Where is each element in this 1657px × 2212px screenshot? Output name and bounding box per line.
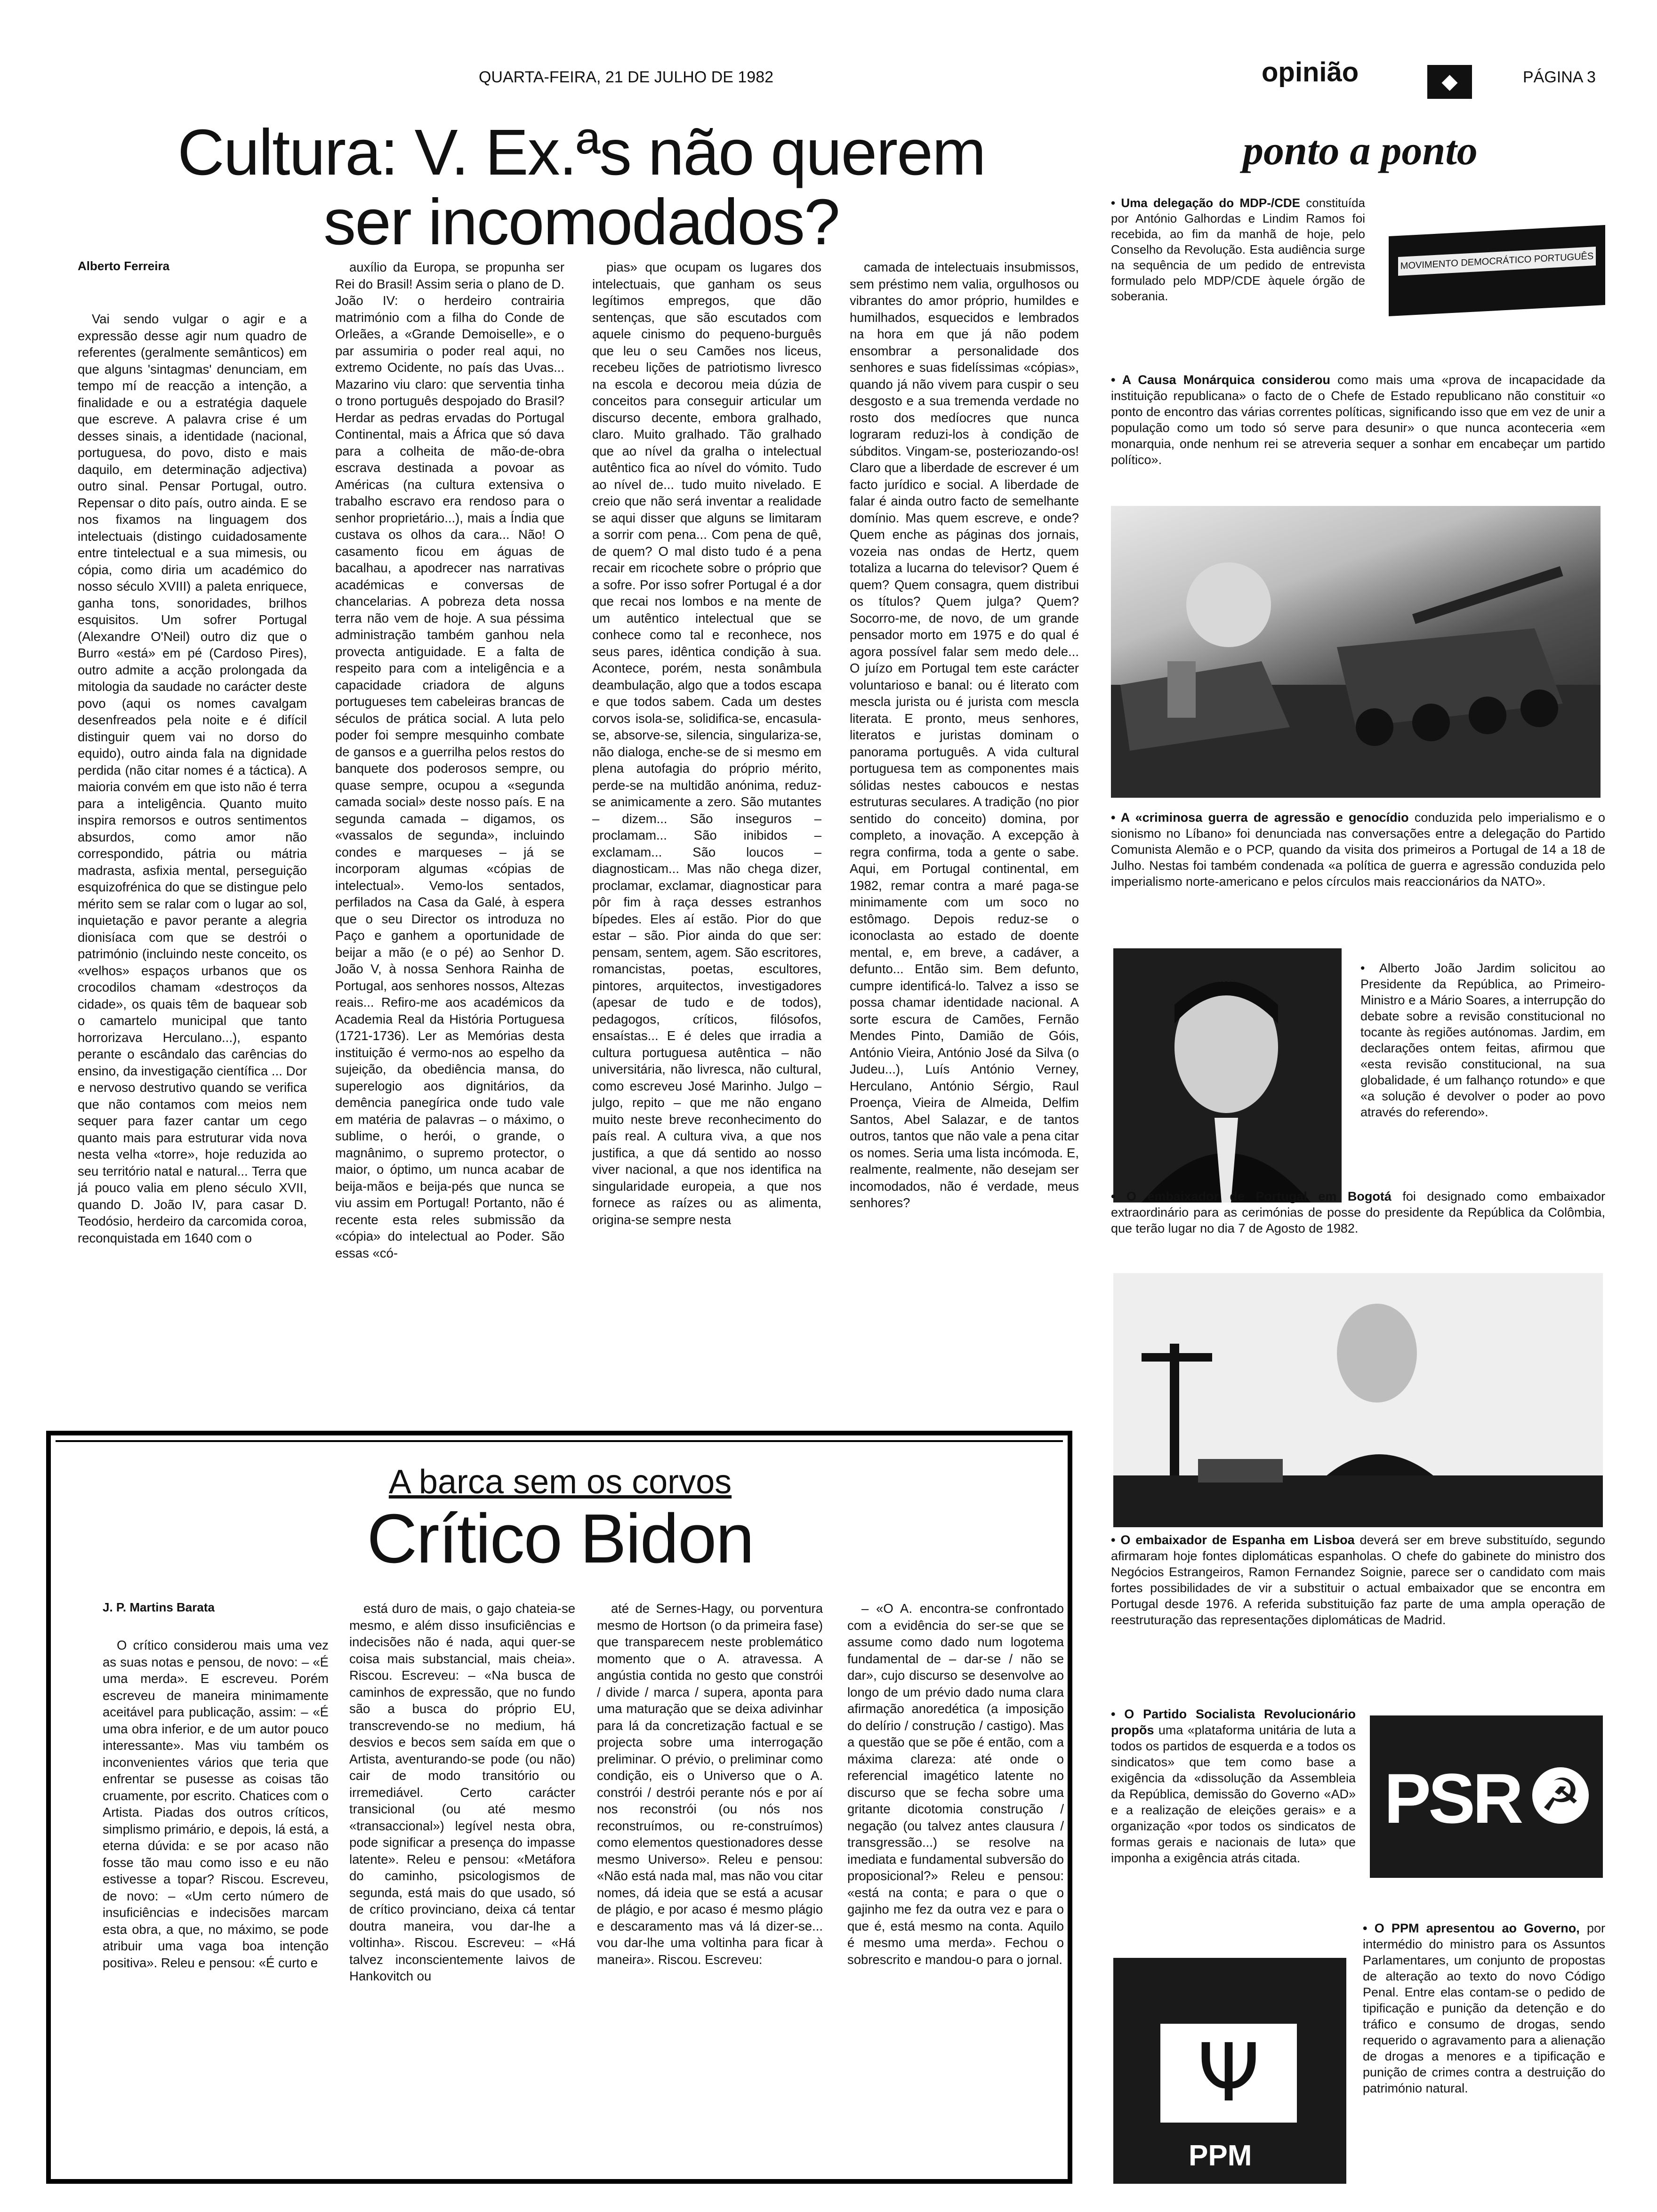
boxed-col-4 (847, 1600, 1064, 2169)
article-col-2-text: auxílio da Europa, se propunha ser Rei do Brasil! Assim seria o plano de D. João IV: o herdeiro contrairia matrimónio com a filha do Conde de Orleães, a «Grande Demoiselle», e o par assumiria o poder real aqui, no extremo Ocidente, no país das Uvas... Mazarino viu claro: que serventia tinha o trono português despojado do Brasil? Herdar as pedras ervadas do Portugal Continental, mais a África que só dava para a colheita de mão-de-obra escrava destinada a povoar as Américas (na cultura extensiva o trabalho escravo era rendoso para o senhor proprietário...), mais a Índia que custava os olhos da cara... Não! O casamento ficou em águas de bacalhau, a apodrecer nas narrativas académicas e conversas de chancelarias. A pobreza deta nossa terra não vem de hoje. A sua péssima administração também ganhou nela provecta antiguidade. E a falta de respeito para com a inteligência e a capacidade criadora de alguns portugueses tem cabeleiras brancas de séculos de prática social. A luta pelo poder foi sempre mesquinho combate de gansos e a guerrilha pelos restos do banquete dos poderosos sempre, ou quase sempre, ocupou a «segunda camada social» deste nosso país. E na segunda camada – digamos, os «vassalos de segunda», incluindo condes e marqueses – já se incorporam algumas «cópias de intelectual». Vemo-los sentados, perfilados na Casa da Galé, à espera que o seu Director os introduza no Paço e ganhem a oportunidade de beijar a mão (e o pé) ao Senhor D. João V, à nossa Senhora Rainha de Portugal, aos senhores nossos, Altezas reais... Refiro-me aos académicos da Academia Real da História Portuguesa (1721-1736). Ler as Memórias desta instituição é vermo-nos ao espelho da sujeição, da obediência mansa, do superelogio aos dignitários, da demência panegírica onde tudo vale em matéria de palavras – o máximo, o sublime, o herói, o grande, o magnânimo, o supremo protector, o maior, o óptimo, um nunca acabar de beija-mãos e beija-pés que nunca se viu assim em Portugal! Portanto, não é recente esta reles submissão da «cópia» do intelectual ao Poder. São essas «có- (335, 260, 564, 1260)
ppm-logo-text: PPM (1189, 2140, 1252, 2172)
news-item-bogota (1111, 1188, 1605, 1254)
news-item-text: deverá ser em breve substituído, segundo afirmaram hoje fontes diplomáticas espanholas. O chefe do gabinete do ministro dos Negócios Estrangeiros, Ramon Fernandez Soignie, parece ser o candidato com mais fortes possibilidades de vir a substituir o actual embaixador que se encontra em Portugal desde 1976. A referida substituição faz parte de uma ampla operação de reestruturação das representações diplomáticas de Madrid. (1111, 1533, 1605, 1627)
mdp-banner-photo (1389, 225, 1605, 316)
news-item-lead: • O embaixador de Espanha em Lisboa (1111, 1533, 1355, 1547)
boxed-col-2-text: está duro de mais, o gajo chateia-se mesmo, e além disso insuficiências e indecisões não é nada, aqui quer-se coisa mais substancial, mais cheia». Riscou. Escreveu: – «Na busca de caminhos de expressão, que no fundo são a busca do próprio EU, transcrevendo-se no medium, há desvios e becos sem saída em que o Artista, aventurando-se pode (ou não) cair de modo transitório ou irremediável. Certo carácter transicional (ou até mesmo «transaccional») legível nesta obra, pode significar a presença do impasse latente». Releu e pensou: «Metáfora do caminho, psicologismos de segunda, está mais do que usado, só de crítico provinciano, deixa cá tentar doutra maneira, vou dar-lhe a voltinha». Riscou. Escreveu: – «Há talvez inconscientemente laivos de Hankovitch ou (349, 1601, 575, 1983)
article-col-2 (335, 259, 564, 1398)
news-item-lead: • O embaixador de Portugal em Bogotá (1111, 1189, 1392, 1203)
boxed-kicker: A barca sem os corvos (388, 1463, 732, 1501)
news-item-guerra-libano (1111, 809, 1605, 922)
news-item-mdp-cde (1111, 195, 1365, 384)
page-date: QUARTA-FEIRA, 21 DE JULHO DE 1982 (478, 68, 774, 86)
news-item-lead: • O Partido Socialista Revolucionário propõs (1111, 1707, 1356, 1737)
column-title: ponto a ponto (1243, 128, 1478, 174)
boxed-col-2 (349, 1600, 575, 2169)
article-author: Alberto Ferreira (78, 259, 170, 273)
news-item-ppm (1363, 1920, 1605, 2184)
boxed-title: Crítico Bidon (367, 1500, 754, 1578)
article-col-3 (592, 259, 821, 1398)
article-col-3-text: pias» que ocupam os lugares dos intelectuais, que ganham os seus legítimos empregos, que dão sentenças, que são escutados com aquele cinismo do pequeno-burguês que leu o seu Camões nos liceus, recebeu lições de patriotismo livresco na escola e decorou meia dúzia de conceitos para conseguir articular um discurso decente, embora gralhado, claro. Muito gralhado. Tão gralhado que ao nível da gralha o intelectual autêntico fica ao nível do vómito. Tudo ao nível de... tudo muito nivelado. E creio que não será inventar a realidade se aqui disser que alguns se limitaram a sorrir com pena... Com pena de quê, de quem? O mal disto tudo é a pena recair em ricochete sobre o próprio que a sofre. Por isso sofrer Portugal é a dor que recai nos lombos e na mente de um autêntico intelectual que se conhece como tal e reconhece, nos seus pares, idêntica condição à sua. Acontece, porém, nesta sonâmbula deambulação, algo que a todos escapa e que todos sabem. Cada um destes corvos isola-se, solidifica-se, encasula-se, absorve-se, silencia, singulariza-se, não dialoga, enche-se de si mesmo em plena autofagia do próprio mérito, perde-se na multidão anónima, reduz-se animicamente a zero. São mutantes – dizem... São inseguros – proclamam... São inibidos – exclamam... São loucos – diagnosticam... Mas não chega dizer, proclamar, exclamar, diagnosticar para pôr fim à raça desses estranhos bípedes. Eles aí estão. Pior do que estar – são. Pior ainda do que ser: pensam, sentem, agem. São escritores, romancistas, poetas, escultores, pintores, arquitectos, investigadores (apesar de tudo e de todos), pedagogos, críticos, filósofos, ensaístas... E é deles que irradia a cultura portuguesa autêntica – não universitária, não livresca, não cultural, como escreveu José Marinho. Julgo – julgo, repito – que me não engano muito neste breve reconhecimento do país real. A cultura viva, a que nos justifica, a que dá sentido ao nosso viver nacional, a que nos identifica na singularidade europeia, a que nos fornece as raízes ou as alimenta, origina-se sempre nesta (592, 260, 821, 1227)
news-item-jardim (1360, 960, 1605, 1181)
news-item-text: uma «plataforma unitária de luta a todos os partidos de esquerda e a todos os sindicatos» que tem como base a exigência da «dissolução da Assembleia da República, demissão do Governo «AD» e a realização de eleições gerais» e a organização «por todos os sindicatos de formas gerais e nacionais de luta» que imponha a exigência atrás citada. (1111, 1723, 1356, 1865)
article-title-line1: Cultura: V. Ex.ªs não querem (177, 116, 985, 189)
mdp-banner-text: MOVIMENTO DEMOCRÁTICO PORTUGUÊS (1398, 247, 1596, 276)
article-col-4 (850, 259, 1079, 1398)
boxed-col-3-text: até de Sernes-Hagy, ou porventura mesmo de Hortson (o da primeira fase) que transparecem neste problemático momento que o A. atravessa. A angústia contida no gesto que constrói / divide / marca / supera, aponta para uma maturação que se deixa adivinhar para lá da concretização factual e se projecta sobre uma interrogação preliminar. O prévio, o preliminar como condição, eis o Universo que o A. constrói / destrói perante nós e por aí nos reconstrói (ou nós nos reconstruímos, ou re-construímos) como elementos questionadores desse mesmo Universo». Releu e pensou: «Não está nada mal, mas não vou citar nomes, dá ideia que se está a acusar de plágio, e por acaso é mesmo plágio e descaramento mas vá lá dizer-se... vou dar-lhe uma voltinha para ficar à maneira». Riscou. Escreveu: (597, 1601, 823, 1967)
news-item-text: solicitou ao Presidente da República, ao Primeiro-Ministro e a Mário Soares, a interrupção do debate sobre a revisão constitucional no tocante às regiões autónomas. Jardim, em declarações ontem feitas, afirmou que «esta revisão constitucional, na sua globalidade, é um falhanço rotundo» e que «a solução é devolver o poder ao povo através do referendo». (1360, 961, 1605, 1119)
article-col-1 (78, 311, 307, 1398)
news-item-text: conduzida pelo imperialismo e o sionismo no Líbano» foi denunciada nas conversações entre a delegação do Partido Comunista Alemão e o PCP, quando da visita dos primeiros a Portugal de 14 a 18 de Julho. Nestas foi também condenada «a política de guerra e agressão conduzida pelo imperialismo norte-americano e pelos círculos mais reaccionários da NATO». (1111, 810, 1605, 889)
tanks-photo (1111, 506, 1601, 798)
article-col-1-text: Vai sendo vulgar o agir e a expressão desse agir num quadro de referentes (geralmente semânticos) em que alguns 'sintagmas' denunciam, em tempo mí de reacção a intenção, a finalidade e ou a estratégia daquele que escreve. A palavra crise é um desses sinais, a identidade (nacional, portuguesa, do povo, disto e mais daquilo, em determinação adjectiva) outro sinal. Pensar Portugal, outro. Repensar o dito país, outro ainda. E se nos fixamos na linguagem dos intelectuais (distingo cuidadosamente entre tintelectual e a sua mimesis, ou cópia, como diria um académico do nosso século XVIII) a paleta enriquece, ganha tons, sonoridades, brilhos esquisitos. Um sofrer Portugal (Alexandre O'Neil) outro diz que o Burro «está» em pé (Cardoso Pires), outro admite a acção prolongada da mitologia da saudade no carácter deste povo (aqui os nomes cavalgam desenfreados pela noite e é difícil distinguir quem vai no dorso do equido), outro ainda fala na dignidade perdida (não citar nomes é a táctica). A maioria convém em que isto não é terra para a inteligência. Quanto muito inspira remorsos e outros sentimentos absurdos, como amor não correspondido, pátria ou mátria madrasta, asfixia mental, perseguição esquizofrénica do que se distingue pelo mérito sem se ralar com o lugar ao sol, inquietação e pavor perante a alegria dionisíaca com que se destrói o património (incluindo neste conceito, os «velhos» espaços urbanos que os crocodilos chamam «destroços da cidade», os quais têm de baquear sob o camartelo municipal que tanto horrorizava Herculano...), espanto perante o escândalo das carências do ensino, da investigação científica ... Dor e nervoso destrutivo quando se verifica que não contamos com meios nem sequer para fazer cantar um cego quanto mais para estruturar vida nova nesta velha «torre», hoje reduzida ao seu território natal e natural... Terra que já pouco valia em pleno século XVII, quando D. João IV, para casar D. Teodósio, herdeiro da carcomida coroa, reconquistada em 1640 com o (78, 312, 307, 1245)
article-title (85, 118, 1078, 257)
boxed-article-inner-rule (56, 1440, 1063, 1442)
boxed-col-1 (103, 1637, 329, 2169)
boxed-author: J. P. Martins Barata (103, 1600, 215, 1614)
tanks-photo-image (1111, 506, 1601, 798)
news-item-lead: • A «criminosa guerra de agressão e genocídio (1111, 810, 1409, 825)
ambassador-photo (1113, 1273, 1603, 1527)
psr-logo (1370, 1715, 1603, 1878)
boxed-col-3 (597, 1600, 823, 2169)
ambassador-photo-image (1113, 1273, 1603, 1527)
portrait-jardim-image (1113, 948, 1342, 1202)
trident-icon: Ψ (1197, 2027, 1260, 2120)
news-item-text: como mais uma «prova de incapacidade da instituição republicana» o facto de o Chefe de Estado republicano não constituir «o ponto de encontro das várias correntes políticas, significando isso que em vez de unir a população como um todo só serve para desunir» o que nunca aconteceria «em monarquia, onde nenhum rei se atreveria sequer a sonhar em encabeçar um partido político». (1111, 373, 1605, 467)
news-item-espanha (1111, 1532, 1605, 1687)
portrait-jardim (1113, 948, 1342, 1202)
news-item-text: constituída por António Galhordas e Lindim Ramos foi recebida, ao fim da manhã de hoje, pelo Conselho da Revolução. Esta audiência surge na sequência de um pedido de entrevista formulado pelo MDP/CDE àquele órgão de soberania. (1111, 196, 1365, 303)
ppm-logo (1113, 1958, 1346, 2184)
news-item-psr (1111, 1706, 1356, 1932)
hammer-sickle-icon: ☭ (1532, 1767, 1589, 1824)
article-title-line2: ser incomodados? (323, 186, 839, 258)
newspaper-logo-icon: ◆ (1427, 65, 1472, 99)
news-item-lead: • Uma delegação do MDP-/CDE (1111, 196, 1300, 210)
article-col-4-text: camada de intelectuais insubmissos, sem préstimo nem valia, orgulhosos ou vibrantes do amor próprio, humildes e humilhados, esquecidos e lembrados na hora em que já não podem ensombrar a personalidade dos senhores e suas fidelíssimas «cópias», quando já não vivem para cuspir o seu desgosto e a sua tremenda verdade no rosto dos medíocres que nunca lograram reduzi-los à condição de súbditos. Vingam-se, posteriozando-os! Claro que a liberdade de escrever é um facto jurídico e social. A liberdade de falar é ainda outro facto de semelhante domínio. Mas quem escreve, e onde? Quem enche as páginas dos jornais, vozeia nas ondas de Hertz, quem totaliza a lucarna do televisor? Quem é quem? Quem consagra, quem distribui os títulos? Quem julga? Quem? Socorro-me, de novo, de um grande pensador morto em 1975 e do qual é agora possível falar sem medo dele... O juízo em Portugal tem este carácter voluntarioso e banal: ou é literato com mescla jurista ou é jurista com mescla literata. E pronto, meus senhores, literatos e juristas dominam o panorama português. A vida cultural portuguesa tem as componentes mais sólidas nestes caboucos e nestas estruturas seculares. A tradição (no pior sentido do conceito) domina, por completo, a inovação. A excepção à regra confirma, toda a gente o sabe. Aqui, em Portugal continental, em 1982, remar contra a maré paga-se minimamente com um soco no estômago. Depois reduz-se o iconoclasta ao estado de doente mental, e, em breve, a cadáver, a defunto... Então sim. Bem defunto, cumpre identificá-lo. Talvez a isso se possa chamar identidade nacional. A sorte escura de Camões, Fernão Mendes Pinto, Damião de Góis, António Vieira, António José da Silva (o Judeu...), Luís António Verney, Herculano, António Sérgio, Raul Proença, Vieira de Almeida, Delfim Santos, Abel Salazar, e de tantos outros, tantos que não vale a pena citar os nomes. Seria uma lista incómoda. E, realmente, realmente, não desejam ser incomodados, não é verdade, meus senhores? (850, 260, 1079, 1210)
news-item-lead: • O PPM apresentou ao Governo, (1363, 1921, 1580, 1935)
page-number: PÁGINA 3 (1523, 68, 1596, 86)
news-item-lead: • A Causa Monárquica considerou (1111, 373, 1330, 387)
psr-logo-text: PSR (1384, 1759, 1521, 1838)
section-name: opinião (1262, 57, 1359, 88)
news-item-lead: • Alberto João Jardim (1360, 961, 1515, 975)
news-item-text: foi designado como embaixador extraordinário para as cerimónias de posse do presidente da República da Colômbia, que terão lugar no dia 7 de Agosto de 1982. (1111, 1189, 1605, 1235)
news-item-causa-monarquica (1111, 372, 1605, 494)
boxed-col-4-text: – «O A. encontra-se confrontado com a evidência do ser-se que se assume como dado num logotema fundamental de – dar-se / não se dar», cujo discurso se desenvolve ao longo de um prévio dado numa clara afirmação anoredética (a imposição do delírio / construção / castigo). Mas a questão que se põe é então, com a máxima clareza: até onde o referencial imagético latente no discurso que se fecha sobre uma gritante dicotomia construção / negação (ou talvez antes clausura / transgressão...) se resolve na imediata e fundamental subversão do proposicional?» Releu e pensou: «está na conta; e para o que o gajinho me fez da outra vez e para o que é, está mesmo na conta. Aquilo é mesmo uma merda». Fechou o sobrescrito e mandou-o para o jornal. (847, 1601, 1064, 1967)
boxed-col-1-text: O crítico considerou mais uma vez as suas notas e pensou, de novo: – «É uma merda». E escreveu. Porém escreveu de maneira minimamente aceitável para publicação, assim: – «É uma obra inferior, e de um autor pouco interessante». Mas viu também os inconvenientes vários que teria que enfrentar se pusesse as coisas tão cruamente, por escrito. Chatices com o Artista. Piadas dos outros críticos, simplismo primário, e depois, lá está, a eterna dúvida: e se por acaso não fosse tão mau como isso e eu não estivesse a topar? Riscou. Escreveu, de novo: – «Um certo número de insuficiências e indecisões marcam esta obra, a que, no máximo, se pode atribuir uma vaga boa intenção positiva». Releu e pensou: «É curto e (103, 1638, 329, 1970)
news-item-text: por intermédio do ministro para os Assuntos Parlamentares, um conjunto de propostas de alteração ao texto do novo Código Penal. Entre elas contam-se o pedido de tipificação e punição da detenção e do tráfico e consumo de drogas, sendo requerido o agravamento para a alienação de drogas a menores e a tipificação e punição de crimes contra a destruição do património natural. (1363, 1921, 1605, 2095)
